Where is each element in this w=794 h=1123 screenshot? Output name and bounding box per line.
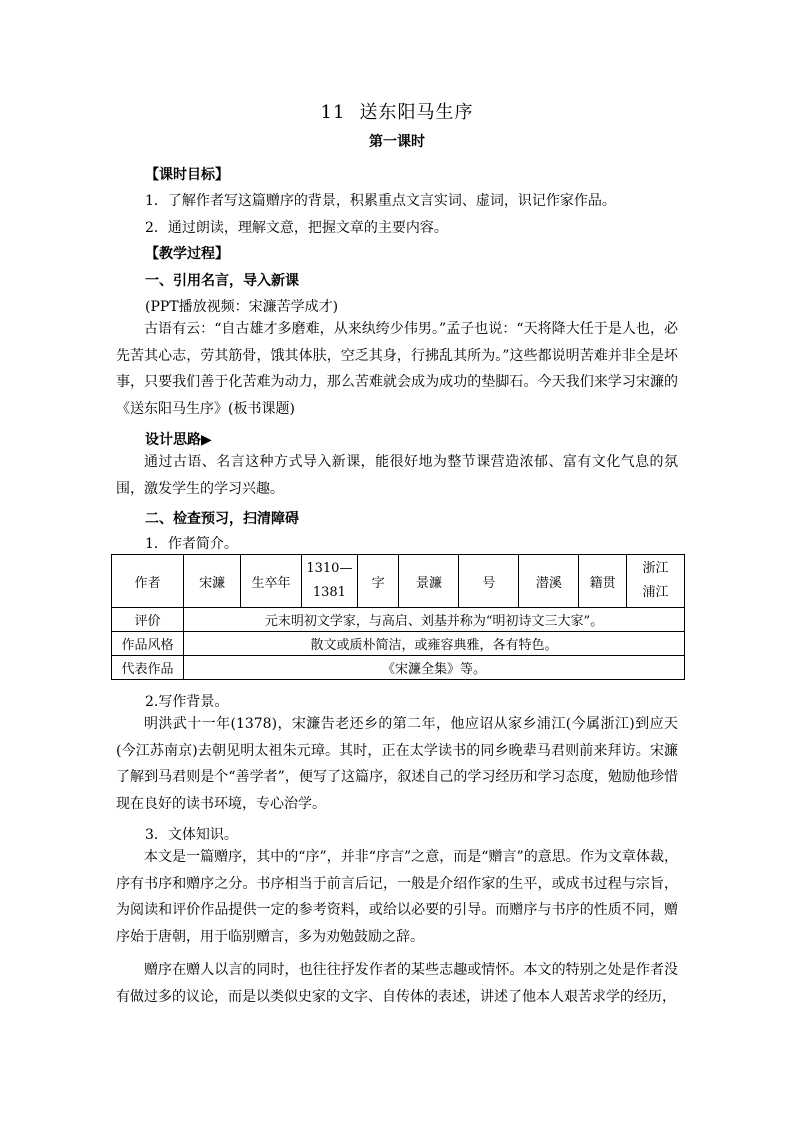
author-info-table	[111, 554, 685, 680]
intro-paragraph: 古语有云：“自古雄才多磨难，从来纨绔少伟男。”孟子也说：“天将降大任于是人也，必先苦其心志，劳其筋骨，饿其体肤，空乏其身，行拂乱其所为。”这些都说明苦难并非全是坏事，只要我们善于化苦难为动力，那么苦难就会成为成功的垫脚石。今天我们来学习宋濂的《送东阳马生序》(板书课题)	[116, 321, 678, 417]
place-line: 浙江	[642, 561, 669, 576]
table-cell: 元末明初文学家，与高启、刘基并称为“明初诗文三大家”。	[184, 608, 685, 632]
table-cell: 潜溪	[519, 555, 579, 608]
genre-paragraph: 赠序在赠人以言的同时，也往往抒发作者的某些志趣或情怀。本文的特别之处是作者没有做过多的议论，而是以类似史家的文字、自传体的表述，讲述了他本人艰苦求学的经历，	[116, 962, 678, 1005]
table-cell: 作品风格	[112, 632, 184, 656]
item-heading: 2.写作背景。	[145, 694, 229, 710]
goal-item: 1．了解作者写这篇赠序的背景，积累重点文言实词、虚词，识记作家作品。	[145, 193, 616, 209]
genre-paragraph: 本文是一篇赠序，其中的“序”，并非“序言”之意，而是“赠言”的意思。作为文章体裁，序有书序和赠序之分。书序相当于前言后记，一般是介绍作家的生平，或成书过程与宗旨，为阅读和评价作品提供一定的参考资料，或给以必要的引导。而赠序与书序的性质不同，赠序始于唐朝，用于临别赠言，多为劝勉鼓励之辞。	[116, 849, 678, 945]
goal-item: 2．通过朗读，理解文意，把握文章的主要内容。	[145, 220, 448, 236]
process-heading: 【教学过程】	[145, 246, 229, 262]
lesson-title-text: 送东阳马生序	[359, 102, 474, 123]
lesson-subtitle: 第一课时	[369, 134, 425, 150]
table-cell: 作者	[112, 555, 184, 608]
table-cell: 生卒年	[241, 555, 302, 608]
year-line: 1310—	[306, 561, 353, 576]
place-line: 浦江	[642, 585, 669, 600]
design-paragraph: 通过古语、名言这种方式导入新课，能很好地为整节课营造浓郁、富有文化气息的氛围，激发学生的学习兴趣。	[116, 454, 678, 497]
lesson-number: 11	[320, 102, 346, 123]
table-cell	[301, 555, 357, 608]
table-row	[112, 555, 685, 608]
year-line: 1381	[312, 585, 346, 600]
section-heading: 二、检查预习，扫清障碍	[145, 511, 299, 527]
table-cell	[627, 555, 685, 608]
table-row	[112, 656, 685, 680]
table-cell: 景濂	[399, 555, 459, 608]
table-cell: 评价	[112, 608, 184, 632]
goals-heading: 【课时目标】	[145, 167, 229, 183]
lesson-title	[0, 98, 794, 124]
ppt-note: (PPT播放视频：宋濂苦学成才)	[145, 299, 339, 315]
design-heading: 设计思路▶	[145, 432, 212, 448]
table-cell: 《宋濂全集》等。	[184, 656, 685, 680]
item-heading: 3．文体知识。	[145, 827, 238, 843]
table-cell: 代表作品	[112, 656, 184, 680]
table-cell: 号	[459, 555, 519, 608]
background-paragraph: 明洪武十一年(1378)，宋濂告老还乡的第二年，他应诏从家乡浦江(今属浙江)到应天(今江苏南京)去朝见明太祖朱元璋。其时，正在太学读书的同乡晚辈马君则前来拜访。宋濂了解到马君则是个“善学者”，便写了这篇序，叙述自己的学习经历和学习态度，勉励他珍惜现在良好的读书环境，专心治学。	[116, 716, 678, 812]
table-cell: 宋濂	[184, 555, 241, 608]
item-heading: 1．作者简介。	[145, 536, 238, 552]
table-cell: 字	[357, 555, 399, 608]
table-row	[112, 632, 685, 656]
table-row	[112, 608, 685, 632]
section-heading: 一、引用名言，导入新课	[145, 273, 299, 289]
table-cell: 籍贯	[579, 555, 627, 608]
table-cell: 散文或质朴简洁，或雍容典雅，各有特色。	[184, 632, 685, 656]
